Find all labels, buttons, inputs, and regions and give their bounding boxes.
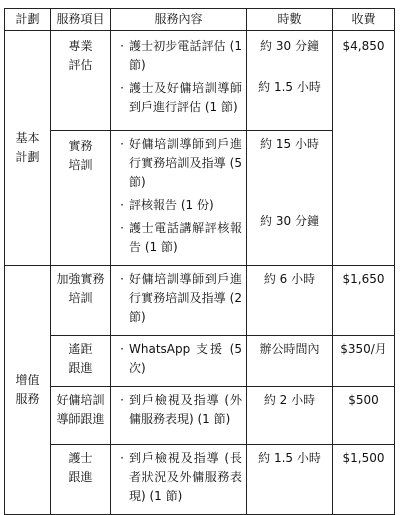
fee-basic-cell: [333, 31, 395, 266]
header-hours: 時數: [247, 9, 333, 31]
header-item: 服務項目: [51, 9, 111, 31]
plan-basic-cell: [5, 31, 51, 266]
service-plan-table: [4, 8, 395, 515]
fee-basic-value: $4,850: [342, 39, 385, 53]
list-item: · 到戶檢視及指導 (長者狀況及外傭服務表現) (1 節): [120, 451, 242, 503]
item-training-cell: [51, 131, 111, 266]
fee-value: $1,500: [342, 451, 385, 465]
table-row: [5, 387, 395, 445]
list-item: · 好傭培訓導師到戶進行實務培訓及指導 (2 節): [120, 272, 242, 324]
time-value: 辦公時間內: [259, 342, 320, 356]
header-content: 服務內容: [111, 9, 247, 31]
table-row: [5, 31, 395, 131]
table-row: [5, 336, 395, 387]
time-value: 約 6 小時: [263, 272, 316, 286]
list-item: · 護士及好傭培訓導師到戶進行評估 (1 節): [120, 81, 242, 114]
time-value: 約 30 分鐘: [260, 214, 319, 228]
item-value-label: 加強實務培訓: [56, 272, 105, 305]
header-fee: 收費: [333, 9, 395, 31]
header-plan: 計劃: [5, 9, 51, 31]
item-assessment-cell: [51, 31, 111, 131]
list-item: · WhatsApp 支援 (5 次): [120, 342, 242, 375]
content-assessment-cell: [111, 31, 247, 131]
time-value: 約 2 小時: [263, 393, 316, 407]
list-item: · 評核報告 (1 份): [120, 198, 214, 212]
table-row: [5, 266, 395, 336]
time-training-cell: [247, 131, 333, 266]
time-value: 約 1.5 小時: [258, 80, 321, 94]
item-training-label: 實務培訓: [68, 139, 93, 172]
time-value: 約 30 分鐘: [260, 39, 319, 53]
item-value-label: 遙距跟進: [68, 342, 93, 375]
item-assessment-label: 專業評估: [68, 39, 93, 72]
time-value: 約 15 小時: [260, 137, 319, 151]
table-row: [5, 445, 395, 515]
plan-value-label: 增值服務: [15, 373, 40, 406]
plan-value-cell: [5, 266, 51, 515]
list-item: · 好傭培訓導師到戶進行實務培訓及指導 (5 節): [120, 137, 242, 189]
list-item: · 到戶檢視及指導 (外傭服務表現) (1 節): [120, 393, 242, 426]
item-value-label: 護士跟進: [68, 451, 93, 484]
content-training-cell: [111, 131, 247, 266]
time-assessment-cell: [247, 31, 333, 131]
item-value-label: 好傭培訓導師跟進: [56, 393, 105, 426]
fee-value: $350/月: [340, 342, 387, 356]
header-row: [5, 9, 395, 31]
plan-basic-label: 基本計劃: [15, 131, 40, 164]
list-item: · 護士電話講解評核報告 (1 節): [120, 221, 242, 254]
fee-value: $500: [348, 393, 379, 407]
list-item: · 護士初步電話評估 (1 節): [120, 39, 242, 72]
time-value: 約 1.5 小時: [258, 451, 321, 465]
fee-value: $1,650: [342, 272, 385, 286]
